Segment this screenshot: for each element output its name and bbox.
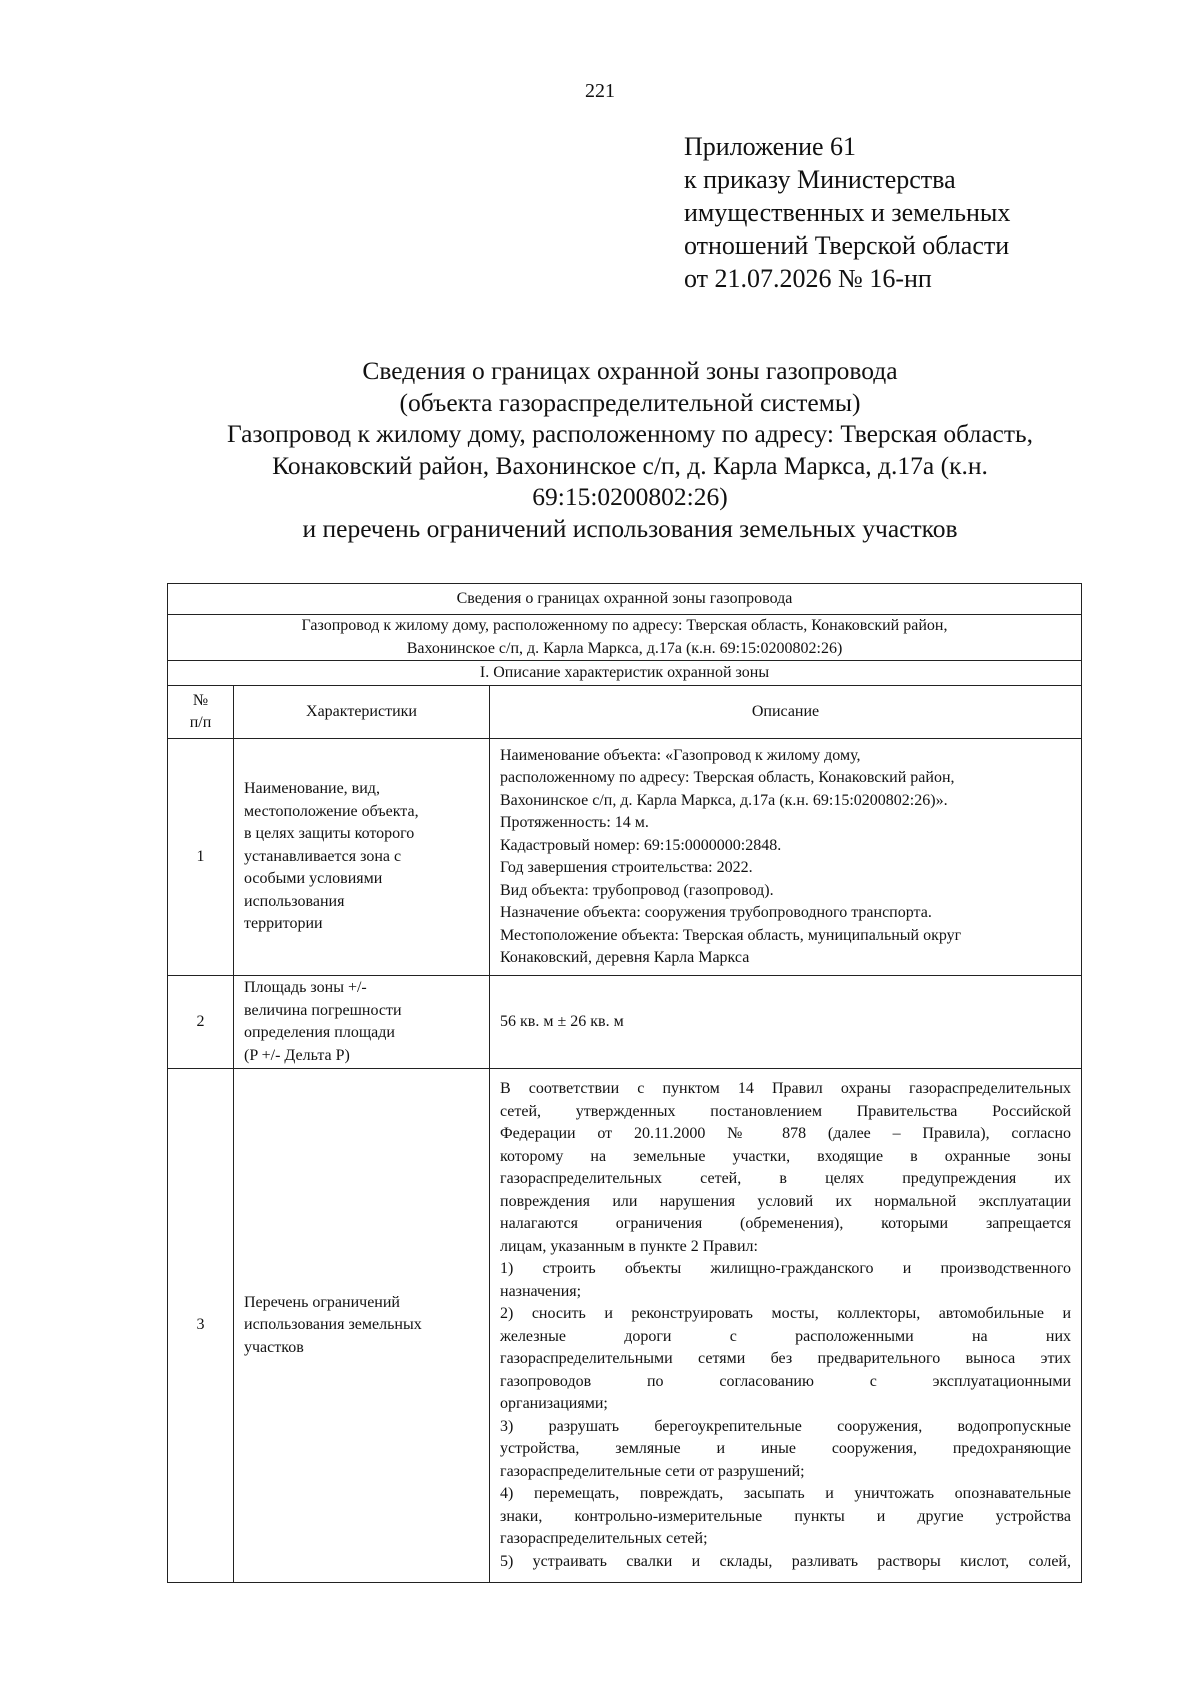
- desc-line: газораспределительные сети от разрушений;: [500, 1462, 805, 1480]
- title-line: (объекта газораспределительной системы): [399, 387, 861, 417]
- desc-line: знаки, контрольно-измерительные пункты и другие устройства: [500, 1507, 1071, 1525]
- char-line: Перечень ограничений: [244, 1293, 400, 1311]
- desc-line: Наименование объекта: «Газопровод к жилому дому,: [500, 746, 861, 764]
- row-characteristics: [234, 976, 490, 1069]
- row-characteristics: [234, 739, 490, 976]
- desc-line: газораспределительных сетей;: [500, 1530, 708, 1547]
- column-header-number-line: №: [192, 691, 209, 709]
- page-number: 221: [585, 80, 615, 102]
- desc-line: Местоположение объекта: Тверская область, муниципальный округ: [500, 926, 962, 944]
- char-line: участков: [244, 1338, 304, 1356]
- desc-line: сетей, утвержденных постановлением Правительства Российской: [500, 1102, 1071, 1120]
- desc-line: 2) сносить и реконструировать мосты, коллекторы, автомобильные и: [500, 1305, 1071, 1322]
- desc-line: Федерации от 20.11.2000 № 878 (далее – Правила), согласно: [500, 1125, 1071, 1142]
- title-line: Газопровод к жилому дому, расположенному по адресу: Тверская область,: [226, 419, 1033, 448]
- table-section-header: I. Описание характеристик охранной зоны: [168, 661, 1082, 686]
- appendix-line: имущественных и земельных: [684, 198, 1011, 227]
- char-line: Наименование, вид,: [244, 780, 380, 798]
- desc-line: Назначение объекта: сооружения трубопроводного транспорта.: [500, 904, 932, 921]
- table-header-row: [168, 584, 1082, 615]
- table-row: [168, 1069, 1082, 1583]
- appendix-line: отношений Тверской области: [684, 231, 1010, 260]
- desc-line: газораспределительных сетей, в целях предупреждения их: [500, 1170, 1071, 1187]
- desc-line: газораспределительными сетями без предварительного выноса этих: [500, 1350, 1071, 1367]
- char-line: в целях защиты которого: [244, 825, 415, 843]
- zone-table: [167, 583, 1082, 1583]
- table-row: [168, 739, 1082, 976]
- desc-line: В соответствии с пунктом 14 Правил охраны газораспределительных: [500, 1080, 1071, 1097]
- desc-line: устройства, земляные и иные сооружения, предохраняющие: [500, 1440, 1071, 1457]
- desc-line: 3) разрушать берегоукрепительные сооружения, водопропускные: [500, 1417, 1071, 1435]
- desc-line: назначения;: [500, 1282, 582, 1300]
- appendix-line: от 21.07.2026 № 16-нп: [684, 264, 932, 293]
- column-header-characteristics: Характеристики: [234, 686, 490, 739]
- desc-line: Вид объекта: трубопровод (газопровод).: [500, 881, 774, 899]
- desc-line: Протяженность: 14 м.: [500, 814, 649, 831]
- char-line: (P +/- Дельта P): [244, 1046, 350, 1064]
- desc-line: 4) перемещать, повреждать, засыпать и уничтожать опознавательные: [500, 1485, 1071, 1502]
- desc-line: организациями;: [500, 1395, 608, 1412]
- row-number: 2: [168, 976, 234, 1069]
- row-characteristics: [234, 1069, 490, 1583]
- object-line: Газопровод к жилому дому, расположенному по адресу: Тверская область, Конаковский район,: [301, 617, 948, 634]
- row-number: 1: [168, 739, 234, 976]
- char-line: величина погрешности: [244, 1001, 402, 1019]
- table-row: [168, 976, 1082, 1069]
- desc-line: налагаются ограничения (обременения), которыми запрещается: [500, 1215, 1071, 1232]
- desc-line: Год завершения строительства: 2022.: [500, 859, 753, 876]
- desc-line: газопроводов по согласованию с эксплуатационными: [500, 1372, 1071, 1390]
- desc-line: железные дороги с расположенными на них: [500, 1327, 1071, 1345]
- desc-line: расположенному по адресу: Тверская область, Конаковский район,: [500, 769, 955, 786]
- char-line: местоположение объекта,: [244, 802, 419, 820]
- char-line: Площадь зоны +/-: [244, 979, 367, 996]
- desc-line: 5) устраивать свалки и склады, разливать растворы кислот, солей,: [500, 1552, 1071, 1570]
- desc-line: 1) строить объекты жилищно-гражданского и производственного: [500, 1260, 1071, 1277]
- table-object-name: [168, 615, 1082, 661]
- char-line: использования: [244, 892, 345, 910]
- char-line: использования земельных: [244, 1316, 422, 1334]
- desc-line: Конаковский, деревня Карла Маркса: [500, 949, 750, 966]
- row-number: 3: [168, 1069, 234, 1583]
- char-line: устанавливается зона с: [244, 847, 402, 865]
- desc-line: Кадастровый номер: 69:15:0000000:2848.: [500, 836, 782, 854]
- desc-line: лицам, указанным в пункте 2 Правил:: [500, 1237, 758, 1255]
- appendix-line: к приказу Министерства: [684, 165, 956, 194]
- column-header-number-line: п/п: [189, 714, 212, 731]
- title-line: и перечень ограничений использования земельных участков: [302, 513, 958, 543]
- table-column-header-row: [168, 686, 1082, 739]
- title-line: Конаковский район, Вахонинское с/п, д. Карла Маркса, д.17а (к.н.: [272, 450, 988, 480]
- table-main-header: Сведения о границах охранной зоны газопровода: [168, 584, 1082, 615]
- column-header-number: [168, 686, 234, 739]
- desc-line: 56 кв. м ± 26 кв. м: [500, 1012, 624, 1030]
- title-line: Сведения о границах охранной зоны газопровода: [362, 356, 898, 385]
- appendix-line: Приложение 61: [684, 132, 857, 161]
- table-object-row: [168, 615, 1082, 661]
- char-line: особыми условиями: [244, 870, 383, 888]
- char-line: определения площади: [244, 1024, 395, 1041]
- desc-line: Вахонинское с/п, д. Карла Маркса, д.17а (к.н. 69:15:0200802:26)».: [500, 791, 948, 809]
- char-line: территории: [244, 915, 323, 933]
- document-title: [150, 355, 1110, 544]
- desc-line: которому на земельные участки, входящие в охранные зоны: [500, 1147, 1071, 1165]
- title-line: 69:15:0200802:26): [532, 482, 728, 511]
- desc-line: повреждения или нарушения условий их нормальной эксплуатации: [500, 1192, 1071, 1210]
- row-description: [490, 1069, 1082, 1583]
- column-header-description: Описание: [490, 686, 1082, 739]
- table-section-row: [168, 661, 1082, 686]
- row-description: [490, 976, 1082, 1069]
- object-line: Вахонинское с/п, д. Карла Маркса, д.17а (к.н. 69:15:0200802:26): [406, 639, 843, 657]
- row-description: [490, 739, 1082, 976]
- appendix-block: [684, 130, 1164, 295]
